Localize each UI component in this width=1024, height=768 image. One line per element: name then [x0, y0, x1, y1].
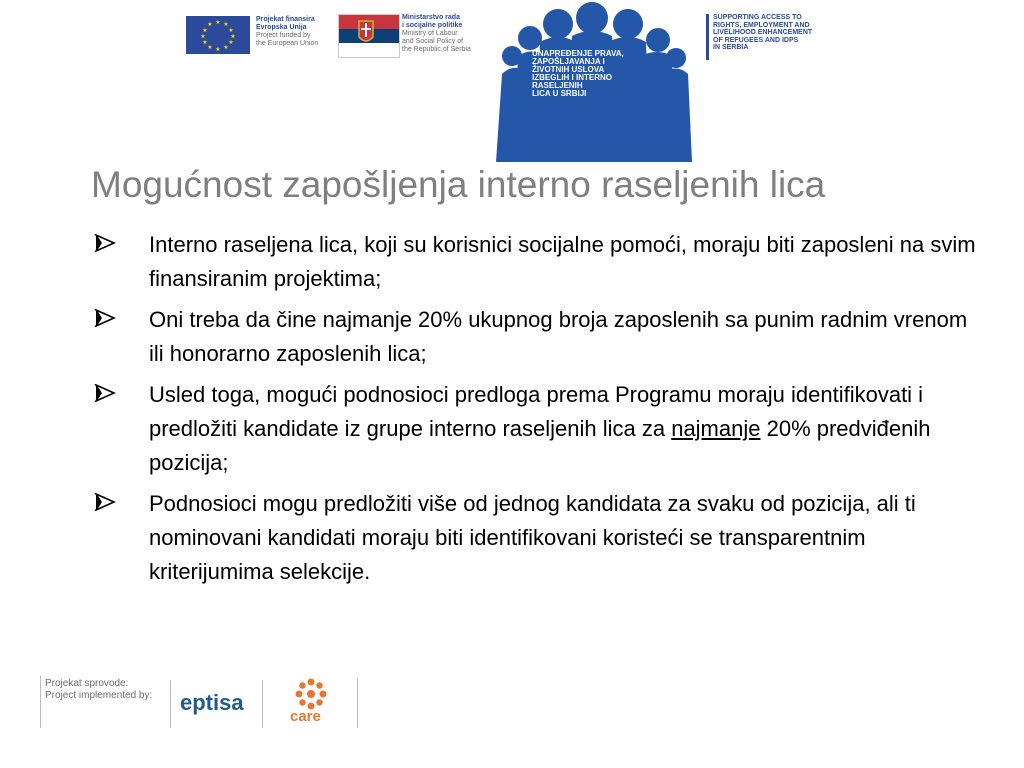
bullet-item — [94, 378, 984, 480]
serbia-flag-crest-logo — [338, 14, 400, 58]
footer-divider-left — [40, 676, 41, 728]
ministry-label — [402, 14, 486, 54]
bullet-3-part-1: Usled toga, mogući podnosioci predloga prema Programu moraju identifikovati i predložiti kandidate iz grupe interno raseljenih lica za — [149, 382, 924, 441]
care-emblem-icon — [288, 676, 334, 712]
banner-line-4: IZBEGLIH I INTERNO — [532, 73, 612, 82]
bullet-text-2: Oni treba da čine najmanje 20% ukupnog broja zaposlenih sa punim radnim vrenom ili honorarno zaposlenih lica; — [149, 307, 968, 366]
svg-text:★: ★ — [200, 33, 206, 40]
eu-line-4: the European Union — [256, 40, 319, 47]
bullet-text-4: Podnosioci mogu predložiti više od jednog kandidata za svaku od pozicija, ali ti nominovani kandidati moraju biti identifikovani koristeći se transparentnim kriterijumima selekcije. — [149, 491, 916, 584]
ministry-line-3: Ministry of Labour — [402, 30, 458, 37]
footer-divider-1 — [170, 680, 171, 728]
svg-text:★: ★ — [230, 33, 236, 40]
eu-line-2: Evropska Unija — [256, 24, 307, 31]
svg-text:★: ★ — [228, 39, 234, 46]
support-line-4: OF REFUGEES AND IDPS — [713, 36, 799, 44]
bullet-text-3 — [149, 378, 984, 480]
bullet-3-part-2: 20% predviđenih pozicija; — [149, 416, 931, 475]
ministry-line-2: i socijalne politike — [402, 22, 463, 29]
ministry-line-1: Ministarstvo rada — [402, 14, 460, 21]
svg-text:★: ★ — [215, 19, 221, 26]
footer-divider-3 — [357, 678, 358, 728]
svg-text:★: ★ — [207, 21, 213, 28]
banner-line-5: RASELJENIH — [532, 81, 583, 90]
bullet-text-1: Interno raseljena lica, koji su korisnici socijalne pomoći, moraju biti zaposleni na svim finansiranim projektima; — [149, 232, 976, 291]
support-line-2: RIGHTS, EMPLOYMENT AND — [713, 21, 810, 29]
impl-line-1: Projekat sprovode: — [45, 678, 129, 689]
implemented-by-label — [45, 678, 152, 702]
project-banner-text — [532, 50, 652, 98]
ministry-line-5: the Republic of Serbia — [402, 46, 471, 53]
bullet-item — [94, 487, 984, 589]
svg-text:★: ★ — [223, 21, 229, 28]
bullet-list — [94, 228, 984, 596]
bullet-item — [94, 303, 984, 371]
eu-line-3: Project funded by — [256, 32, 311, 39]
svg-text:★: ★ — [228, 27, 234, 34]
support-line-1: SUPPORTING ACCESS TO — [713, 14, 802, 21]
eu-funding-label — [256, 16, 334, 48]
arrow-bullet-icon — [94, 309, 116, 327]
bullet-3-underlined: najmanje — [671, 416, 761, 441]
footer-divider-2 — [262, 680, 263, 728]
support-line-3: LIVELIHOOD ENHANCEMENT — [713, 29, 813, 36]
svg-text:★: ★ — [202, 39, 208, 46]
arrow-bullet-icon — [94, 234, 116, 252]
support-line-5: IN SERBIA — [713, 44, 749, 51]
impl-line-2: Project implemented by: — [45, 690, 153, 701]
arrow-bullet-icon — [94, 493, 116, 511]
slide-title: Mogućnost zapošljenja interno raseljenih lica — [91, 164, 826, 205]
eu-flag-logo — [186, 16, 250, 54]
svg-text:★: ★ — [207, 44, 213, 51]
eptisa-logo: eptisa — [180, 690, 244, 715]
svg-text:★: ★ — [223, 44, 229, 51]
banner-line-3: ŽIVOTNIH USLOVA — [532, 65, 605, 74]
eu-line-1: Projekat finansira — [256, 16, 315, 23]
banner-line-2: ZAPOŠLJAVANJA I — [532, 57, 605, 66]
ministry-line-4: and Social Policy of — [402, 38, 464, 45]
arrow-bullet-icon — [94, 384, 116, 402]
svg-text:★: ★ — [215, 46, 221, 53]
care-logo-text: care — [290, 708, 321, 725]
banner-line-6: LICA U SRBIJI — [532, 89, 587, 98]
banner-line-1: UNAPREĐENJE PRAVA, — [532, 49, 624, 58]
bullet-item — [94, 228, 984, 296]
svg-text:★: ★ — [202, 27, 208, 34]
project-english-title — [713, 14, 833, 52]
header-divider — [706, 14, 709, 60]
